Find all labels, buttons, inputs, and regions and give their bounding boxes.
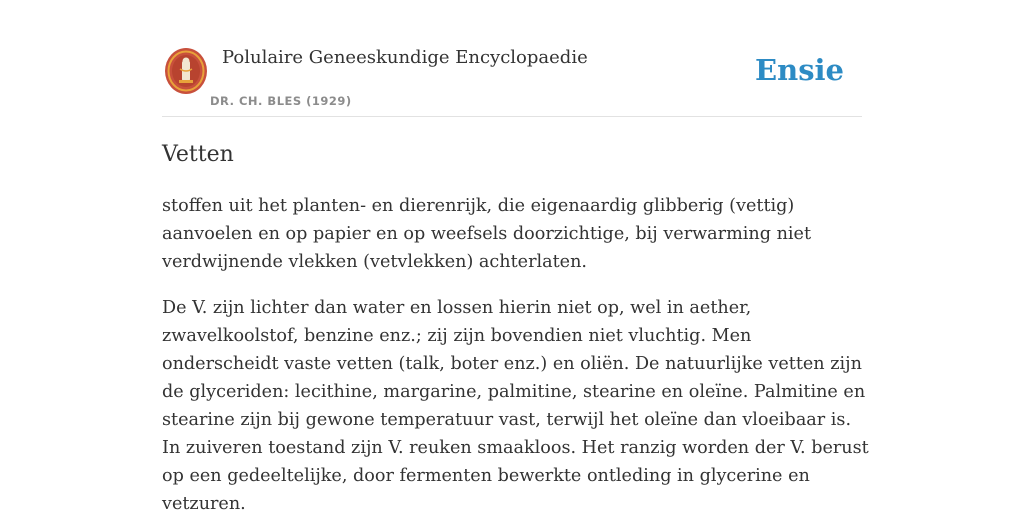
book-cover-icon[interactable] <box>164 47 208 95</box>
book-author: DR. CH. BLES (1929) <box>210 94 352 108</box>
brand-logo[interactable]: Ensie <box>755 53 844 87</box>
article-title: Vetten <box>162 142 234 167</box>
site-header <box>162 40 862 117</box>
article-body <box>162 192 870 512</box>
article-paragraph: De V. zijn lichter dan water en lossen hierin niet op, wel in aether, zwavelkoolstof, benzine enz.; zij zijn bovendien niet vluchtig. Men onderscheidt vaste vetten (talk, boter enz.) en oliën. De natuurlijke vetten zijn de glyceriden: lecithine, margarine, palmitine, stearine en oleïne. Palmitine en stearine zijn bij gewone temperatuur vast, terwijl het oleïne dan vloeibaar is. In zuiveren toestand zijn V. reuken smaakloos. Het ranzig worden der V. berust op een gedeeltelijke, door fermenten bewerkte ontleding in glycerine en vetzuren. <box>162 298 869 512</box>
article-paragraph: stoffen uit het planten- en dierenrijk, die eigenaardig glibberig (vettig) aanvoelen en op papier en op weefsels doorzichtige, bij verwarming niet verdwijnende vlekken (vetvlekken) achterlaten. <box>162 196 812 272</box>
book-title[interactable]: Polulaire Geneeskundige Encyclopaedie <box>222 47 588 68</box>
